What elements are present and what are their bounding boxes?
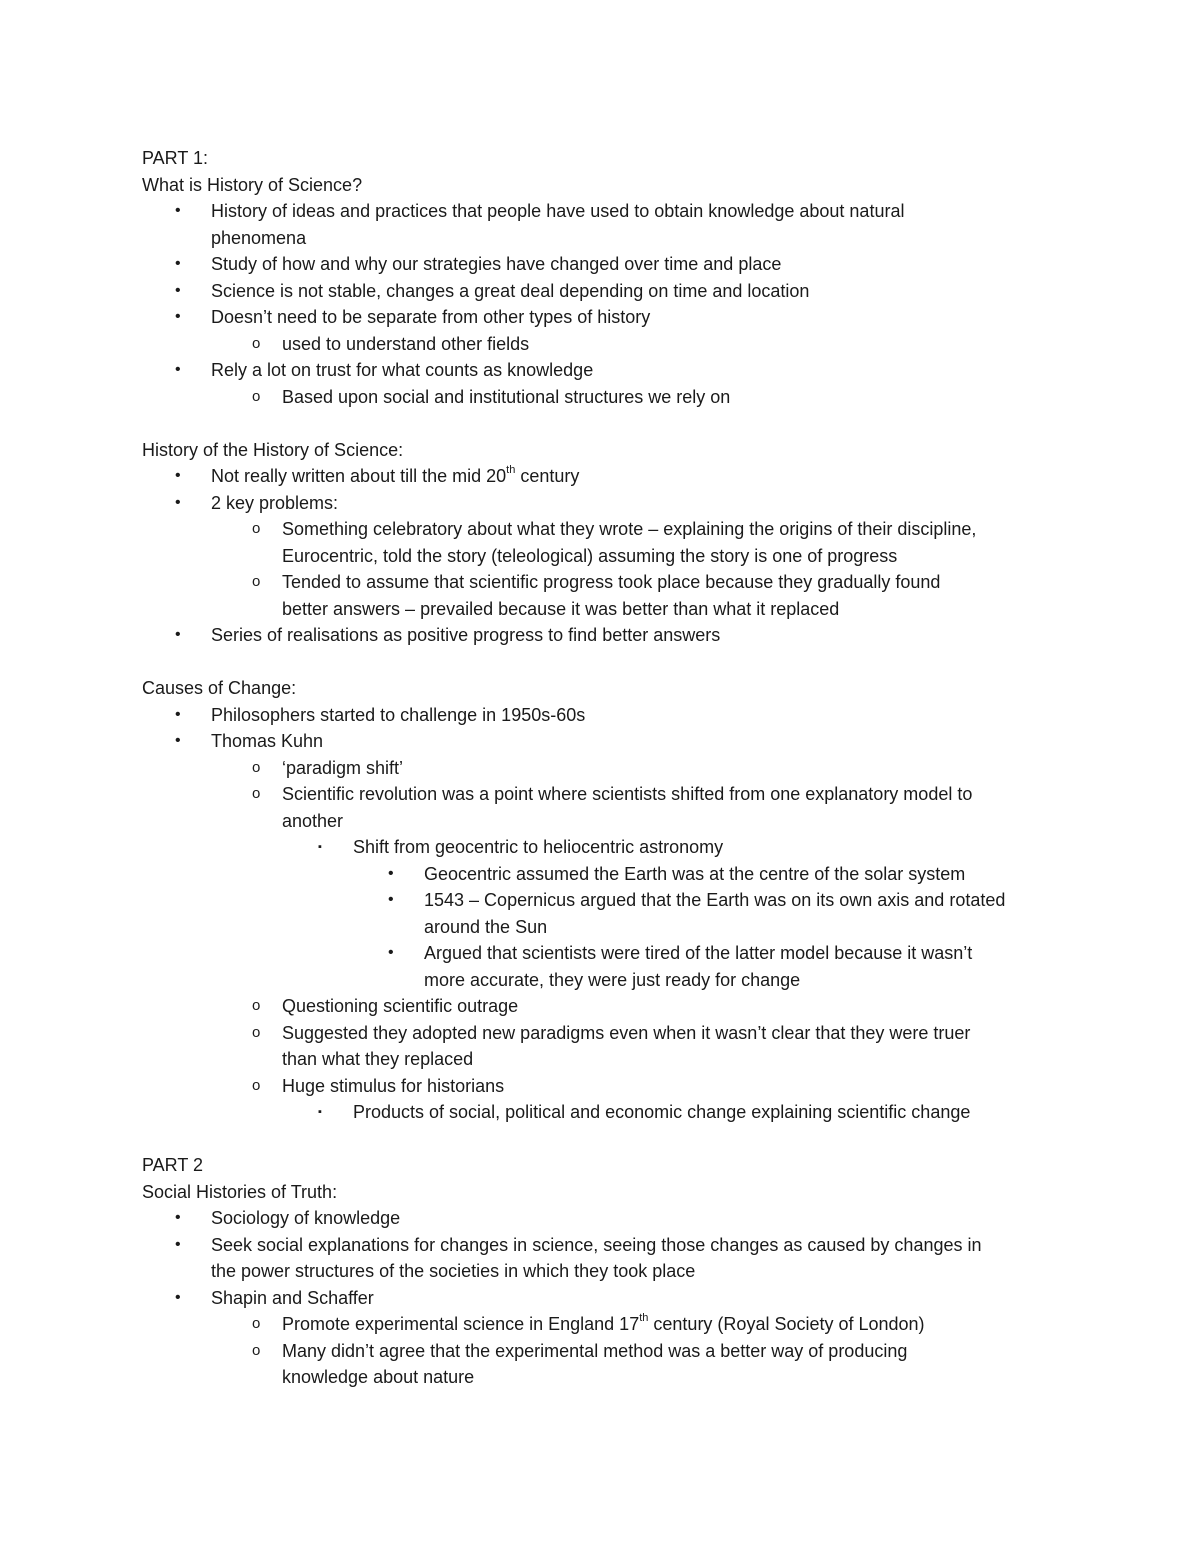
list-item: • Sociology of knowledge [142, 1205, 1082, 1232]
sub-list-item: o Scientific revolution was a point where scientists shifted from one explanatory model to [142, 781, 1082, 808]
bullet-marker: • [388, 891, 394, 908]
section-heading-causes-of-change: Causes of Change: [142, 678, 297, 698]
list-item: • Study of how and why our strategies have changed over time and place [142, 251, 1082, 278]
bullet-marker: • [175, 626, 181, 643]
sub-list-item: o Based upon social and institutional structures we rely on [142, 384, 1082, 411]
bullet-marker: • [175, 493, 181, 511]
list-item: • Philosophers started to challenge in 1950s-60s [142, 702, 1082, 729]
sub-list-item: o ‘paradigm shift’ [142, 755, 1082, 782]
sub-list-item: o Something celebratory about what they wrote – explaining the origins of their discipline, [142, 516, 1082, 543]
list-item: • Science is not stable, changes a great deal depending on time and location [142, 278, 1082, 305]
section-heading-history-of-history: History of the History of Science: [142, 439, 404, 460]
sub-list-item: o Questioning scientific outrage [142, 993, 1082, 1020]
circle-marker: o [252, 1023, 261, 1041]
bullet-marker: • [175, 202, 181, 219]
level4-list-item-continuation: around the Sun [424, 916, 548, 937]
spacer [142, 1126, 1082, 1153]
circle-marker: o [252, 520, 261, 537]
bullet-marker: • [175, 1209, 181, 1226]
list-item: • Not really written about till the mid 20th century [142, 463, 1082, 490]
spacer [142, 649, 1082, 676]
list-item: • Rely a lot on trust for what counts as knowledge [142, 357, 1082, 384]
circle-marker: o [252, 387, 261, 405]
circle-marker: o [252, 1315, 261, 1332]
level4-list-item-continuation: more accurate, they were just ready for change [424, 969, 801, 990]
part2-title: PART 2 [142, 1155, 204, 1175]
section-heading-what-is-history: What is History of Science? [142, 174, 363, 195]
sub-list-item-continuation: knowledge about nature [282, 1367, 475, 1387]
spacer [142, 410, 1082, 437]
section-heading-social-histories: Social Histories of Truth: [142, 1181, 338, 1202]
bullet-marker: • [175, 308, 181, 325]
sub-list-item-continuation: Eurocentric, told the story (teleological) assuming the story is one of progress [282, 545, 898, 566]
bullet-marker: • [175, 732, 181, 749]
sub-list-item-continuation: better answers – prevailed because it was better than what it replaced [282, 598, 840, 619]
sub-list-item: o used to understand other fields [142, 331, 1082, 358]
part1-title: PART 1: [142, 148, 209, 168]
circle-marker: o [252, 1341, 261, 1359]
bullet-marker: • [175, 1288, 181, 1306]
sub-sub-list-item: ▪ Shift from geocentric to heliocentric astronomy [142, 834, 1082, 861]
circle-marker: o [252, 573, 261, 590]
list-item: • 2 key problems: [142, 490, 1082, 517]
list-item-continuation: phenomena [211, 227, 307, 248]
level4-list-item: • Geocentric assumed the Earth was at the centre of the solar system [142, 861, 1082, 888]
sub-list-item: o Many didn’t agree that the experimental method was a better way of producing [142, 1338, 1082, 1365]
circle-marker: o [252, 1076, 261, 1094]
list-item-continuation: the power structures of the societies in which they took place [211, 1261, 696, 1281]
circle-marker: o [252, 758, 261, 776]
list-item: • Doesn’t need to be separate from other types of history [142, 304, 1082, 331]
circle-marker: o [252, 997, 261, 1014]
sub-list-item: o Huge stimulus for historians [142, 1073, 1082, 1100]
level4-list-item: • Argued that scientists were tired of the latter model because it wasn’t [142, 940, 1082, 967]
bullet-marker: • [388, 864, 394, 882]
sub-list-item: o Suggested they adopted new paradigms even when it wasn’t clear that they were truer [142, 1020, 1082, 1047]
sub-list-item-continuation: than what they replaced [282, 1049, 474, 1069]
document-page [142, 145, 1082, 1391]
sub-sub-list-item: ▪ Products of social, political and economic change explaining scientific change [142, 1099, 1082, 1126]
square-marker: ▪ [318, 1106, 322, 1118]
circle-marker: o [252, 785, 261, 802]
bullet-marker: • [175, 705, 181, 723]
list-item: • Thomas Kuhn [142, 728, 1082, 755]
bullet-marker: • [175, 467, 181, 484]
bullet-marker: • [175, 361, 181, 378]
bullet-marker: • [175, 1235, 181, 1253]
bullet-marker: • [388, 944, 394, 961]
level4-list-item: • 1543 – Copernicus argued that the Earth was on its own axis and rotated [142, 887, 1082, 914]
bullet-marker: • [175, 255, 181, 272]
list-item: • Seek social explanations for changes in science, seeing those changes as caused by changes in [142, 1232, 1082, 1259]
circle-marker: o [252, 334, 261, 352]
list-item: • Series of realisations as positive progress to find better answers [142, 622, 1082, 649]
square-marker: ▪ [318, 841, 322, 853]
bullet-marker: • [175, 281, 181, 299]
sub-list-item: o Tended to assume that scientific progress took place because they gradually found [142, 569, 1082, 596]
list-item: • Shapin and Schaffer [142, 1285, 1082, 1312]
sub-list-item: o Promote experimental science in England 17th century (Royal Society of London) [142, 1311, 1082, 1338]
sub-list-item-continuation: another [282, 810, 344, 831]
list-item: • History of ideas and practices that people have used to obtain knowledge about natural [142, 198, 1082, 225]
